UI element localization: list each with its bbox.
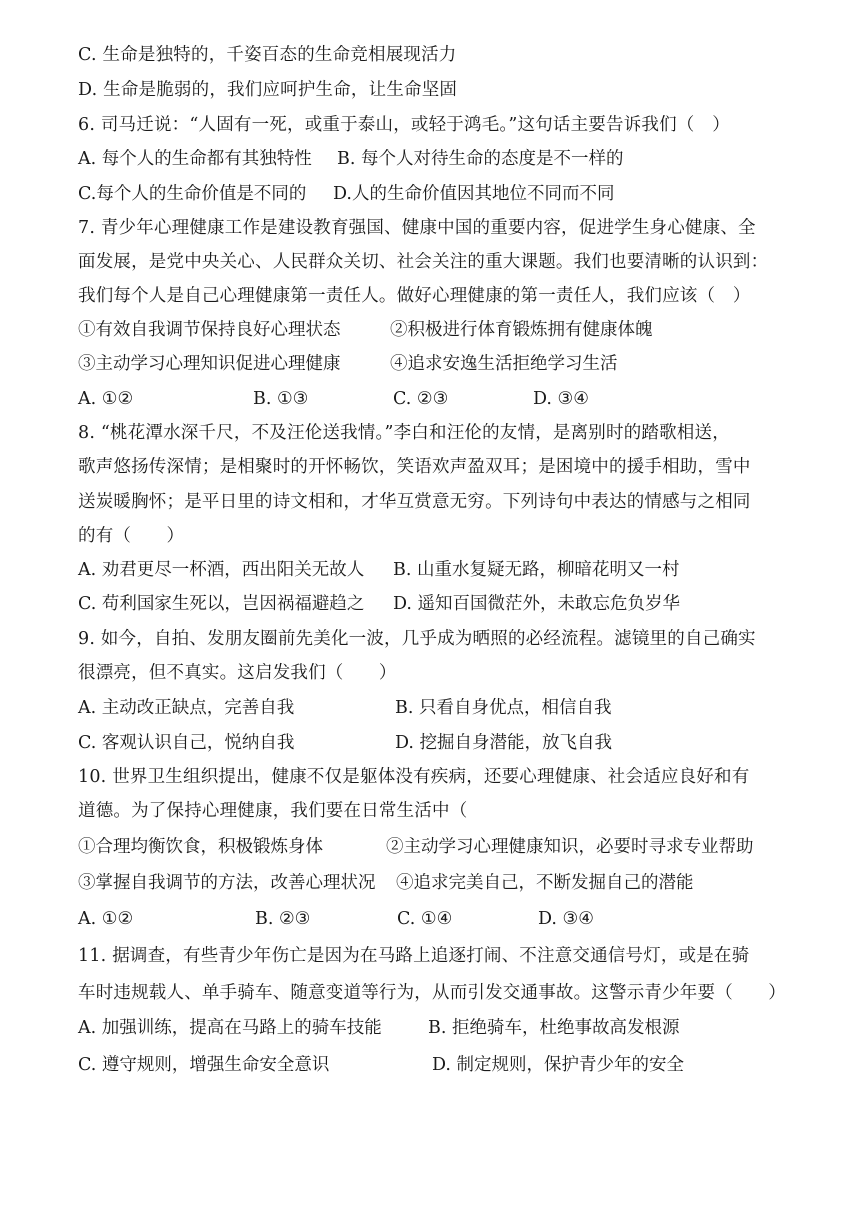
q10-statement-3: ③掌握自我调节的方法，改善心理状况 xyxy=(78,873,376,893)
q11-option-d: D. 制定规则，保护青少年的安全 xyxy=(432,1055,685,1075)
q6-option-b: B. 每个人对待生命的态度是不一样的 xyxy=(337,149,624,169)
q11-option-c: C. 遵守规则，增强生命安全意识 xyxy=(78,1055,330,1075)
q10-stem-line2: 道德。为了保持心理健康，我们要在日常生活中（ xyxy=(78,801,468,821)
q11-option-b: B. 拒绝骑车，杜绝事故高发根源 xyxy=(428,1018,680,1038)
q11-option-a: A. 加强训练，提高在马路上的骑车技能 xyxy=(78,1018,382,1038)
q8-option-c: C. 苟利国家生死以，岂因祸福避趋之 xyxy=(78,594,365,614)
q8-option-b: B. 山重水复疑无路，柳暗花明又一村 xyxy=(393,560,680,580)
q10-option-c: C. ①④ xyxy=(397,909,453,929)
q8-stem-line4: 的有（ ） xyxy=(78,526,185,546)
q9-option-a: A. 主动改正缺点，完善自我 xyxy=(78,698,295,718)
q10-statement-2: ②主动学习心理健康知识，必要时寻求专业帮助 xyxy=(386,837,754,857)
q10-stem-line1: 10. 世界卫生组织提出，健康不仅是躯体没有疾病，还要心理健康、社会适应良好和有 xyxy=(78,767,750,787)
q11-stem-line1: 11. 据调查，有些青少年伤亡是因为在马路上追逐打闹、不注意交通信号灯，或是在骑 xyxy=(78,946,750,966)
q7-option-a: A. ①② xyxy=(78,389,134,409)
q8-stem-line3: 送炭暖胸怀；是平日里的诗文相和，才华互赏意无穷。下列诗句中表达的情感与之相同 xyxy=(78,492,751,512)
q11-stem-line2: 车时违规载人、单手骑车、随意变道等行为，从而引发交通事故。这警示青少年要（ ） xyxy=(78,983,786,1003)
q5-option-d: D. 生命是脆弱的，我们应呵护生命，让生命坚固 xyxy=(78,80,458,100)
q9-option-d: D. 挖掘自身潜能，放飞自我 xyxy=(395,733,613,753)
q10-option-b: B. ②③ xyxy=(255,909,311,929)
q9-stem-line2: 很漂亮，但不真实。这启发我们（ ） xyxy=(78,663,397,683)
q7-statement-1: ①有效自我调节保持良好心理状态 xyxy=(78,320,341,340)
q10-statement-1: ①合理均衡饮食，积极锻炼身体 xyxy=(78,837,323,857)
q6-stem: 6. 司马迁说：“人固有一死，或重于泰山，或轻于鸿毛。”这句话主要告诉我们（ ） xyxy=(78,115,730,135)
q9-option-b: B. 只看自身优点，相信自我 xyxy=(395,698,612,718)
q6-option-d: D.人的生命价值因其地位不同而不同 xyxy=(333,184,615,204)
q7-option-d: D. ③④ xyxy=(533,389,589,409)
q10-option-a: A. ①② xyxy=(78,909,134,929)
q6-option-a: A. 每个人的生命都有其独特性 xyxy=(78,149,312,169)
q6-option-c: C.每个人的生命价值是不同的 xyxy=(78,184,307,204)
q10-option-d: D. ③④ xyxy=(538,909,594,929)
q8-stem-line2: 歌声悠扬传深情；是相聚时的开怀畅饮，笑语欢声盈双耳；是困境中的援手相助，雪中 xyxy=(78,457,751,477)
q9-option-c: C. 客观认识自己，悦纳自我 xyxy=(78,733,295,753)
q8-option-a: A. 劝君更尽一杯酒，西出阳关无故人 xyxy=(78,560,365,580)
q7-option-c: C. ②③ xyxy=(393,389,449,409)
q7-option-b: B. ①③ xyxy=(253,389,309,409)
q7-stem-line2: 面发展，是党中央关心、人民群众关切、社会关注的重大课题。我们也要清晰的认识到： xyxy=(78,252,769,272)
q7-stem-line3: 我们每个人是自己心理健康第一责任人。做好心理健康的第一责任人，我们应该（ ） xyxy=(78,286,751,306)
q5-option-c: C. 生命是独特的，千姿百态的生命竞相展现活力 xyxy=(78,45,457,65)
q9-stem-line1: 9. 如今，自拍、发朋友圈前先美化一波，几乎成为晒照的必经流程。滤镜里的自己确实 xyxy=(78,629,756,649)
q7-stem-line1: 7. 青少年心理健康工作是建设教育强国、健康中国的重要内容，促进学生身心健康、全 xyxy=(78,218,756,238)
q8-stem-line1: 8. “桃花潭水深千尺，不及汪伦送我情。”李白和汪伦的友情，是离别时的踏歌相送， xyxy=(78,423,730,443)
q7-statement-4: ④追求安逸生活拒绝学习生活 xyxy=(390,354,618,374)
q8-option-d: D. 遥知百国微茫外，未敢忘危负岁华 xyxy=(393,594,681,614)
q7-statement-3: ③主动学习心理知识促进心理健康 xyxy=(78,354,341,374)
q10-statement-4: ④追求完美自己，不断发掘自己的潜能 xyxy=(396,873,694,893)
q7-statement-2: ②积极进行体育锻炼拥有健康体魄 xyxy=(390,320,653,340)
